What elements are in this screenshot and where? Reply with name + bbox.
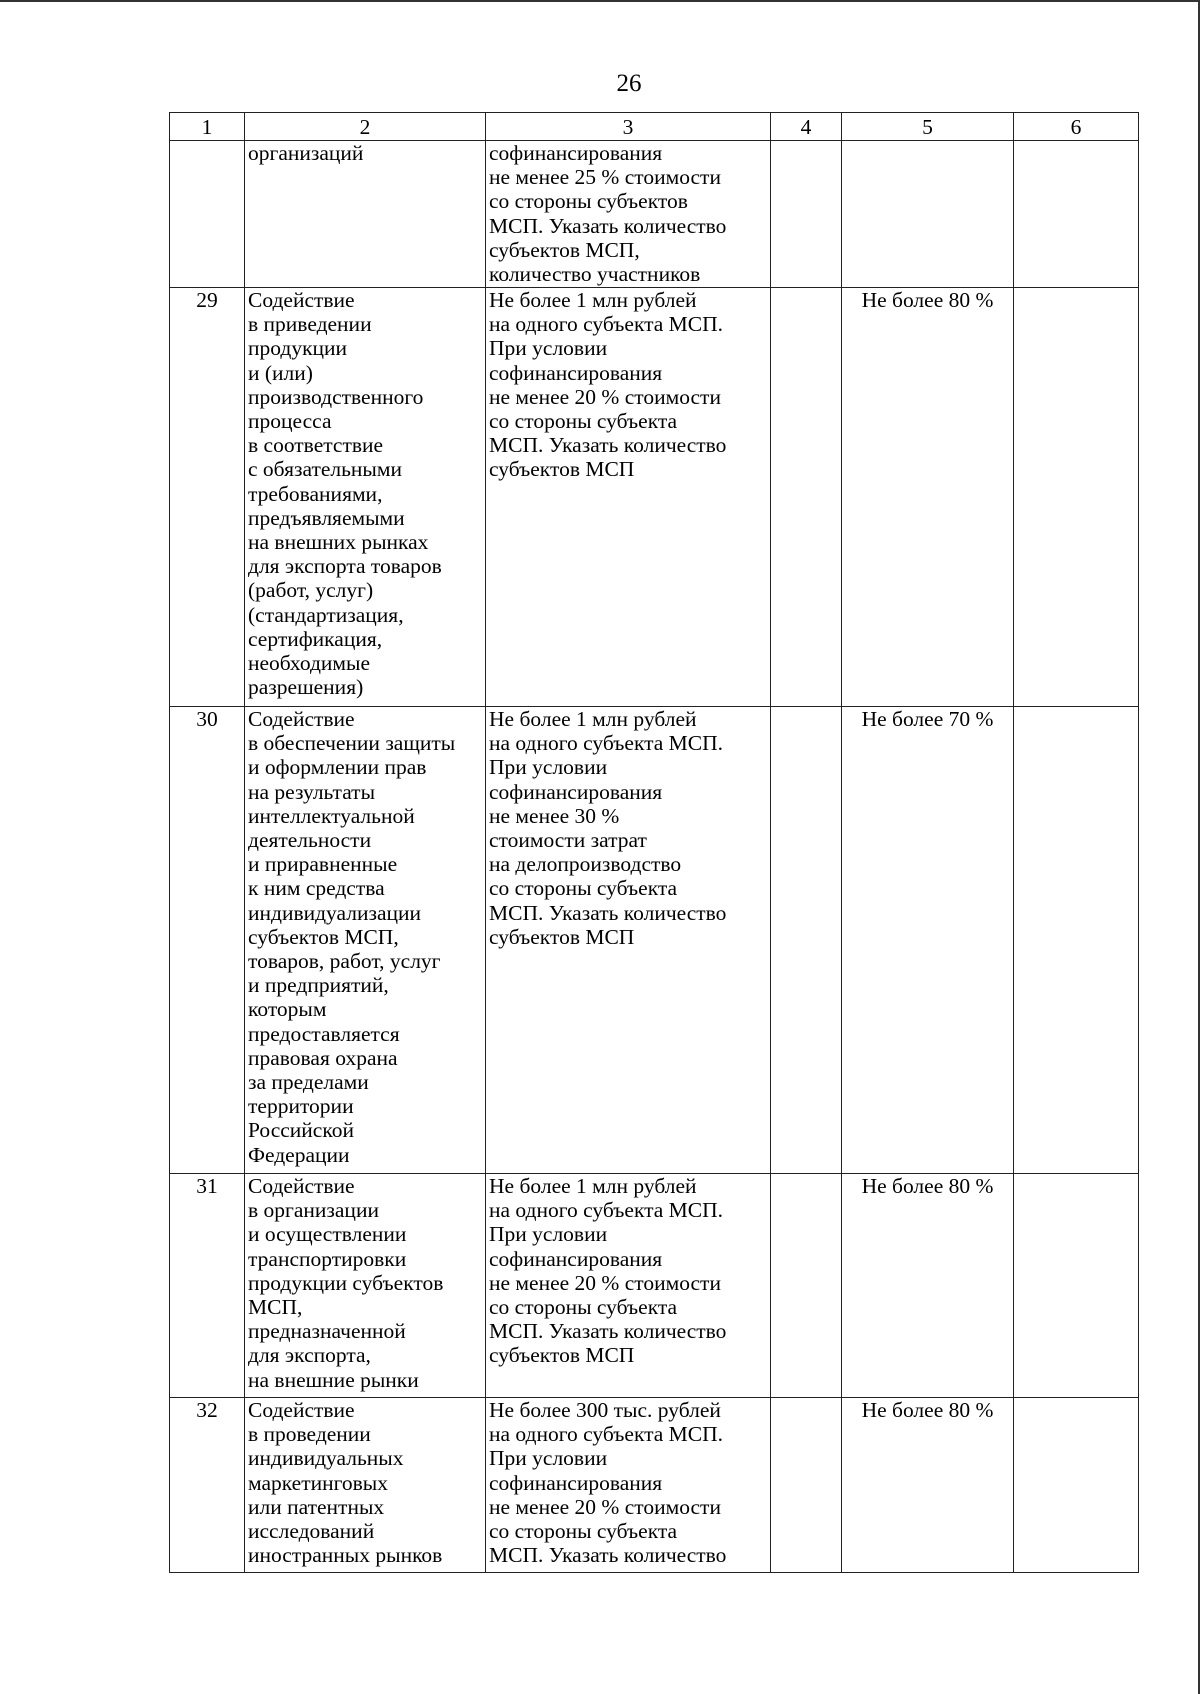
table-header-row xyxy=(170,113,1139,141)
page-edge-top xyxy=(0,0,1200,2)
table-row xyxy=(170,288,1139,707)
col-5-cell: Не более 70 % xyxy=(842,707,1014,1174)
col-5-cell: Не более 80 % xyxy=(842,1174,1014,1398)
measure-name: организаций xyxy=(245,141,486,288)
measure-conditions: Не более 1 млн рублей на одного субъекта МСП. При условии софинансирования не менее 30 % стоимости затрат на делопроизводство со стороны субъекта МСП. Указать количество субъектов МСП xyxy=(486,707,771,1174)
header-col-2: 2 xyxy=(245,113,486,141)
col-4-cell xyxy=(771,141,842,288)
measure-conditions: софинансирования не менее 25 % стоимости со стороны субъектов МСП. Указать количество субъектов МСП, количество участников xyxy=(486,141,771,288)
col-6-cell xyxy=(1014,141,1139,288)
col-4-cell xyxy=(771,1174,842,1398)
measure-conditions: Не более 300 тыс. рублей на одного субъекта МСП. При условии софинансирования не менее 20 % стоимости со стороны субъекта МСП. Указать количество xyxy=(486,1398,771,1573)
col-6-cell xyxy=(1014,1174,1139,1398)
col-4-cell xyxy=(771,1398,842,1573)
header-col-4: 4 xyxy=(771,113,842,141)
col-5-cell: Не более 80 % xyxy=(842,288,1014,707)
table-row xyxy=(170,1398,1139,1573)
measure-conditions: Не более 1 млн рублей на одного субъекта МСП. При условии софинансирования не менее 20 % стоимости со стороны субъекта МСП. Указать количество субъектов МСП xyxy=(486,1174,771,1398)
measures-table xyxy=(169,112,1139,1573)
measure-name: Содействие в обеспечении защиты и оформлении прав на результаты интеллектуальной деятельности и приравненные к ним средства индивидуализации субъектов МСП, товаров, работ, услуг и предприятий, которым предоставляется правовая охрана за пределами территории Российской Федерации xyxy=(245,707,486,1174)
row-number: 32 xyxy=(170,1398,245,1573)
measure-name: Содействие в проведении индивидуальных маркетинговых или патентных исследований иностранных рынков xyxy=(245,1398,486,1573)
col-5-cell xyxy=(842,141,1014,288)
measure-conditions: Не более 1 млн рублей на одного субъекта МСП. При условии софинансирования не менее 20 % стоимости со стороны субъекта МСП. Указать количество субъектов МСП xyxy=(486,288,771,707)
row-number: 31 xyxy=(170,1174,245,1398)
header-col-3: 3 xyxy=(486,113,771,141)
measure-name: Содействие в приведении продукции и (или) производственного процесса в соответствие с обязательными требованиями, предъявляемыми на внешних рынках для экспорта товаров (работ, услуг) (стандартизация, сертификация, необходимые разрешения) xyxy=(245,288,486,707)
col-4-cell xyxy=(771,707,842,1174)
header-col-6: 6 xyxy=(1014,113,1139,141)
col-6-cell xyxy=(1014,1398,1139,1573)
row-number xyxy=(170,141,245,288)
header-col-1: 1 xyxy=(170,113,245,141)
col-5-cell: Не более 80 % xyxy=(842,1398,1014,1573)
row-number: 29 xyxy=(170,288,245,707)
table-row xyxy=(170,707,1139,1174)
table-row xyxy=(170,1174,1139,1398)
col-6-cell xyxy=(1014,288,1139,707)
table-row xyxy=(170,141,1139,288)
header-col-5: 5 xyxy=(842,113,1014,141)
col-6-cell xyxy=(1014,707,1139,1174)
page-number: 26 xyxy=(616,70,642,97)
row-number: 30 xyxy=(170,707,245,1174)
measure-name: Содействие в организации и осуществлении транспортировки продукции субъектов МСП, предназначенной для экспорта, на внешние рынки xyxy=(245,1174,486,1398)
col-4-cell xyxy=(771,288,842,707)
